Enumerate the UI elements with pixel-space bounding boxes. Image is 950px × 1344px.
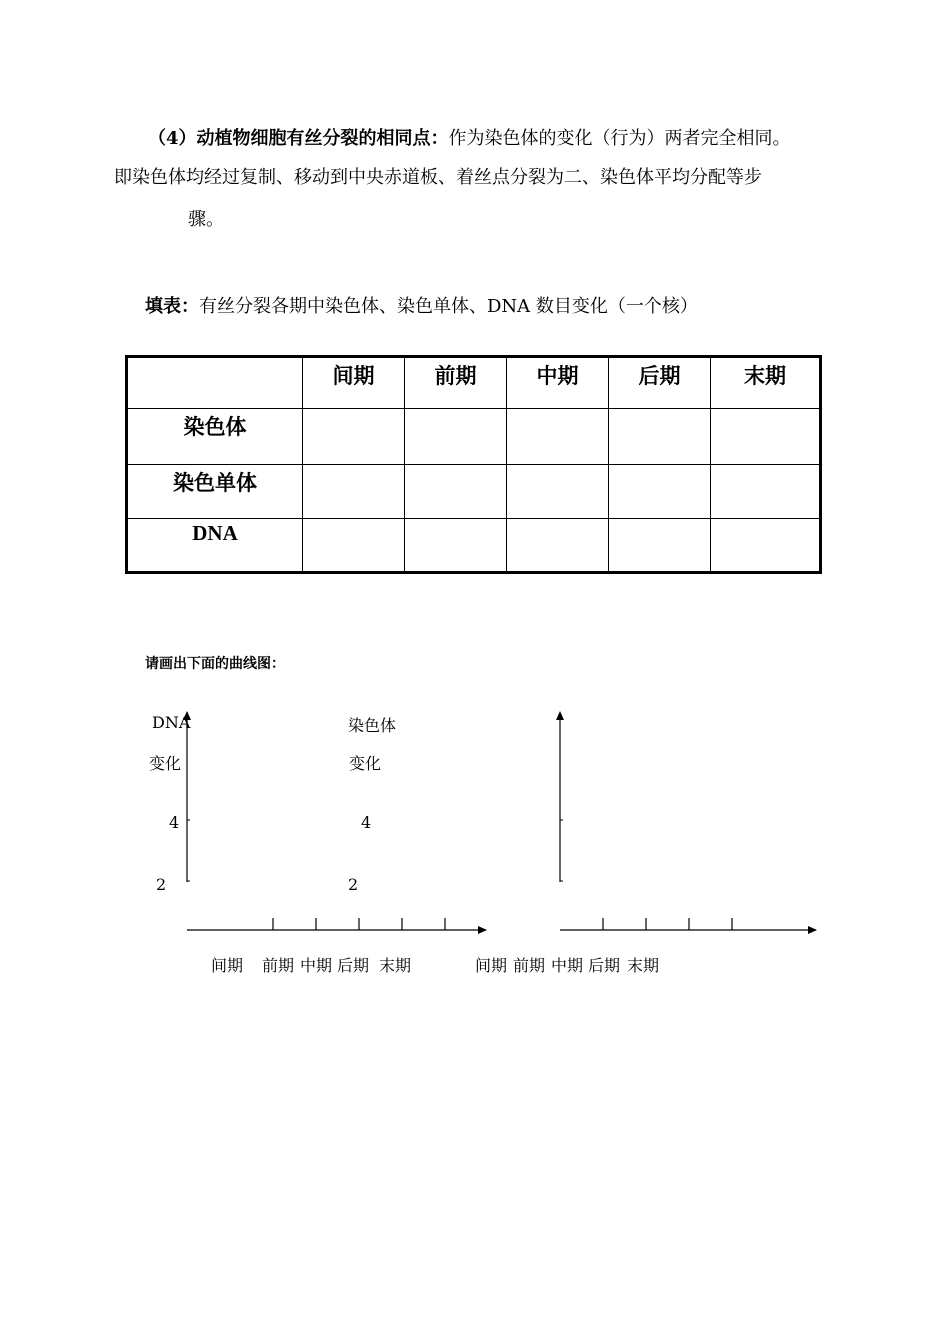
graph2-tick-label-2: 2	[348, 875, 359, 894]
graph2-y-label-1: 染色体	[348, 716, 397, 735]
graph1-x-label: 末期	[379, 956, 412, 975]
graph2-x-label: 末期	[627, 956, 660, 975]
paragraph-line-2: 即染色体均经过复制、移动到中央赤道板、着丝点分裂为二、染色体平均分配等步	[114, 167, 762, 188]
row-header: DNA	[127, 519, 303, 573]
paragraph-line-1-rest: 作为染色体的变化（行为）两者完全相同。	[448, 128, 791, 149]
graph1-y-label-2: 变化	[149, 754, 182, 773]
graph1-tick-label-4: 4	[169, 813, 180, 832]
fill-table-heading: 填表：	[145, 296, 199, 317]
graph1-x-label: 中期	[300, 956, 333, 975]
graph1-x-label: 间期	[211, 956, 244, 975]
column-header: 前期	[405, 357, 507, 409]
graph2-tick-label-4: 4	[361, 813, 372, 832]
row-header: 染色体	[127, 409, 303, 465]
graph1-y-label-1: DNA	[152, 713, 191, 732]
paragraph-heading: （4）动植物细胞有丝分裂的相同点：	[148, 128, 449, 149]
graph2-x-label: 中期	[551, 956, 584, 975]
graph1-x-label: 前期	[262, 956, 295, 975]
column-header: 间期	[303, 357, 405, 409]
curve-instruction: 请画出下面的曲线图：	[145, 656, 285, 672]
graph2-x-label: 前期	[513, 956, 546, 975]
graph1-tick-label-2: 2	[156, 875, 167, 894]
row-header: 染色单体	[127, 465, 303, 519]
paragraph-line-3: 骤。	[188, 209, 224, 230]
column-header: 中期	[507, 357, 609, 409]
graph2-x-label: 后期	[588, 956, 621, 975]
column-header: 后期	[609, 357, 711, 409]
column-header: 末期	[711, 357, 821, 409]
graph2-x-label: 间期	[475, 956, 508, 975]
fill-table-description: 有丝分裂各期中染色体、染色单体、DNA 数目变化（一个核）	[199, 296, 698, 317]
graph2-y-label-2: 变化	[349, 754, 382, 773]
graph1-x-label: 后期	[337, 956, 370, 975]
